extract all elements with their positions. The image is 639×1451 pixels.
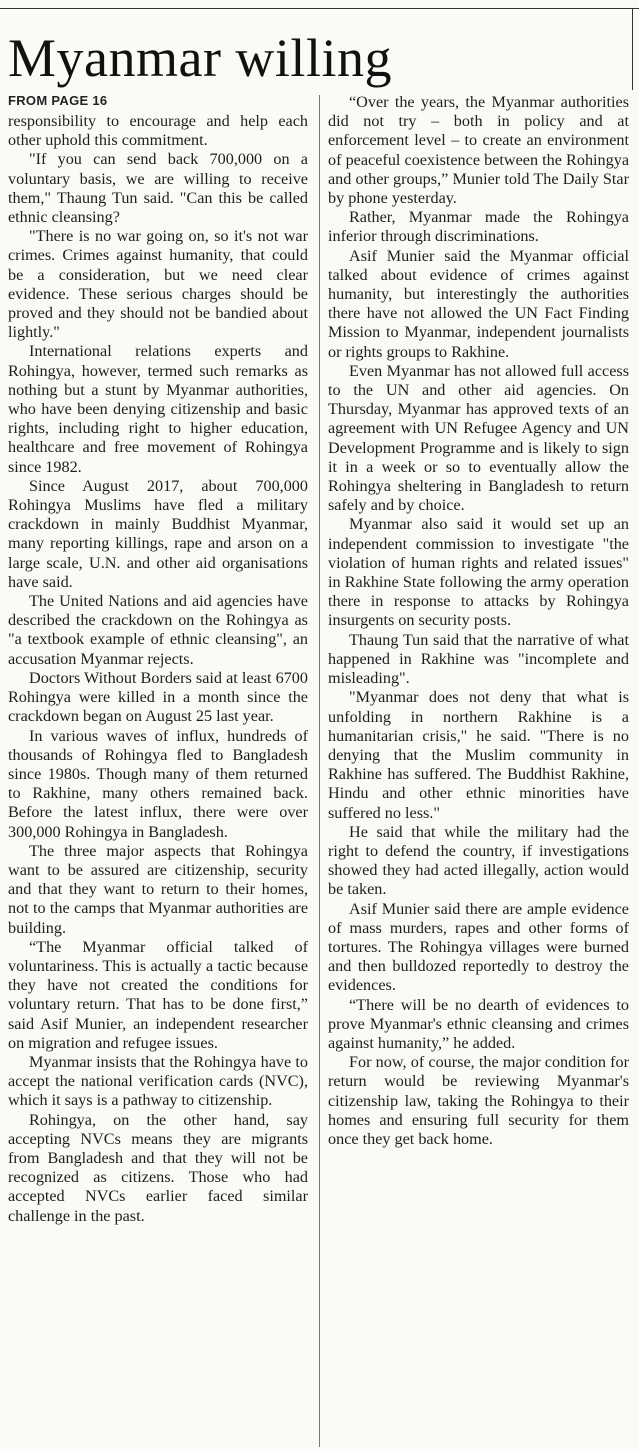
article-column-left — [8, 112, 308, 1226]
paragraph: Myanmar insists that the Rohingya have to accept the national verification cards (NVC), which it says is a pathway to citizenship. — [8, 1052, 308, 1110]
paragraph: “There will be no dearth of evidences to prove Myanmar's ethnic cleansing and crimes against humanity,” he added. — [328, 995, 629, 1052]
paragraph: The three major aspects that Rohingya want to be assured are citizenship, security and that they want to return to their homes, not to the camps that Myanmar authorities are building. — [8, 841, 308, 937]
paragraph: Rohingya, on the other hand, say accepting NVCs means they are migrants from Bangladesh and that they will not be recognized as citizens. Those who had accepted NVCs earlier faced similar challenge in the past. — [8, 1110, 308, 1225]
paragraph: Asif Munier said there are ample evidence of mass murders, rapes and other forms of tortures. The Rohingya villages were burned and then bulldozed reportedly to destroy the evidences. — [328, 899, 629, 995]
paragraph: "Myanmar does not deny that what is unfolding in northern Rakhine is a humanitarian crisis," he said. "There is no denying that the Muslim community in Rakhine has suffered. The Buddhist Rakhine, Hindu and other ethnic minorities have suffered no less." — [328, 688, 629, 822]
paragraph: Rather, Myanmar made the Rohingya inferior through discriminations. — [328, 208, 629, 246]
paragraph: For now, of course, the major condition for return would be reviewing Myanmar's citizenship law, taking the Rohingya to their homes and ensuring full security for them once they get back home. — [328, 1053, 629, 1148]
paragraph: "If you can send back 700,000 on a voluntary basis, we are willing to receive them," Thaung Tun said. "Can this be called ethnic cleansing? — [8, 150, 308, 227]
paragraph: "There is no war going on, so it's not war crimes. Crimes against humanity, that could be a consideration, but we need clear evidence. These serious charges should be proved and they should not be bandied about lightly." — [8, 227, 308, 342]
paragraph: responsibility to encourage and help each other uphold this commitment. — [8, 112, 308, 150]
article-headline: Myanmar willing — [8, 28, 392, 88]
top-rule — [0, 8, 639, 9]
article-column-right — [328, 93, 629, 1149]
paragraph: He said that while the military had the right to defend the country, if investigations showed they had acted illegally, action would be taken. — [328, 822, 629, 899]
paragraph: Since August 2017, about 700,000 Rohingya Muslims have fled a military crackdown in mainly Buddhist Myanmar, many reporting killings, rape and arson on a large scale, U.N. and other aid organisations have said. — [8, 476, 308, 591]
paragraph: The United Nations and aid agencies have described the crackdown on the Rohingya as "a textbook example of ethnic cleansing", an accusation Myanmar rejects. — [8, 592, 308, 668]
paragraph: Even Myanmar has not allowed full access to the UN and other aid agencies. On Thursday, Myanmar has approved texts of an agreement with UN Refugee Agency and UN Development Programme and is likely to sign it in a week or so to eventually allow the Rohingya sheltering in Bangladesh to return safely and by choice. — [328, 361, 629, 515]
column-divider — [319, 95, 320, 1447]
paragraph: Myanmar also said it would set up an independent commission to investigate "the violation of human rights and related issues" in Rakhine State following the army operation there in response to attacks by Rohingya insurgents on security posts. — [328, 515, 629, 630]
paragraph: “The Myanmar official talked of voluntariness. This is actually a tactic because they have not created the conditions for voluntary return. That has to be done first,” said Asif Munier, an independent researcher on migration and refugee issues. — [8, 937, 308, 1052]
paragraph: International relations experts and Rohingya, however, termed such remarks as nothing but a stunt by Myanmar authorities, who have been denying citizenship and basic rights, including right to higher education, healthcare and free movement of Rohingya since 1982. — [8, 342, 308, 476]
jump-line: FROM PAGE 16 — [8, 93, 108, 108]
paragraph: Asif Munier said the Myanmar official talked about evidence of crimes against humanity, but interestingly the authorities there have not allowed the UN Fact Finding Mission to Myanmar, independent journalists or rights groups to Rakhine. — [328, 246, 629, 361]
headline-side-rule — [632, 8, 633, 90]
paragraph: Thaung Tun said that the narrative of what happened in Rakhine was "incomplete and misleading". — [328, 630, 629, 688]
paragraph: “Over the years, the Myanmar authorities did not try – both in policy and at enforcement level – to create an environment of peaceful coexistence between the Rohingya and other groups,” Munier told The Daily Star by phone yesterday. — [328, 93, 629, 208]
paragraph: In various waves of influx, hundreds of thousands of Rohingya fled to Bangladesh since 1980s. Though many of them returned to Rakhine, many others remained back. Before the latest influx, there were over 300,000 Rohingya in Bangladesh. — [8, 726, 308, 841]
paragraph: Doctors Without Borders said at least 6700 Rohingya were killed in a month since the crackdown began on August 25 last year. — [8, 668, 308, 726]
